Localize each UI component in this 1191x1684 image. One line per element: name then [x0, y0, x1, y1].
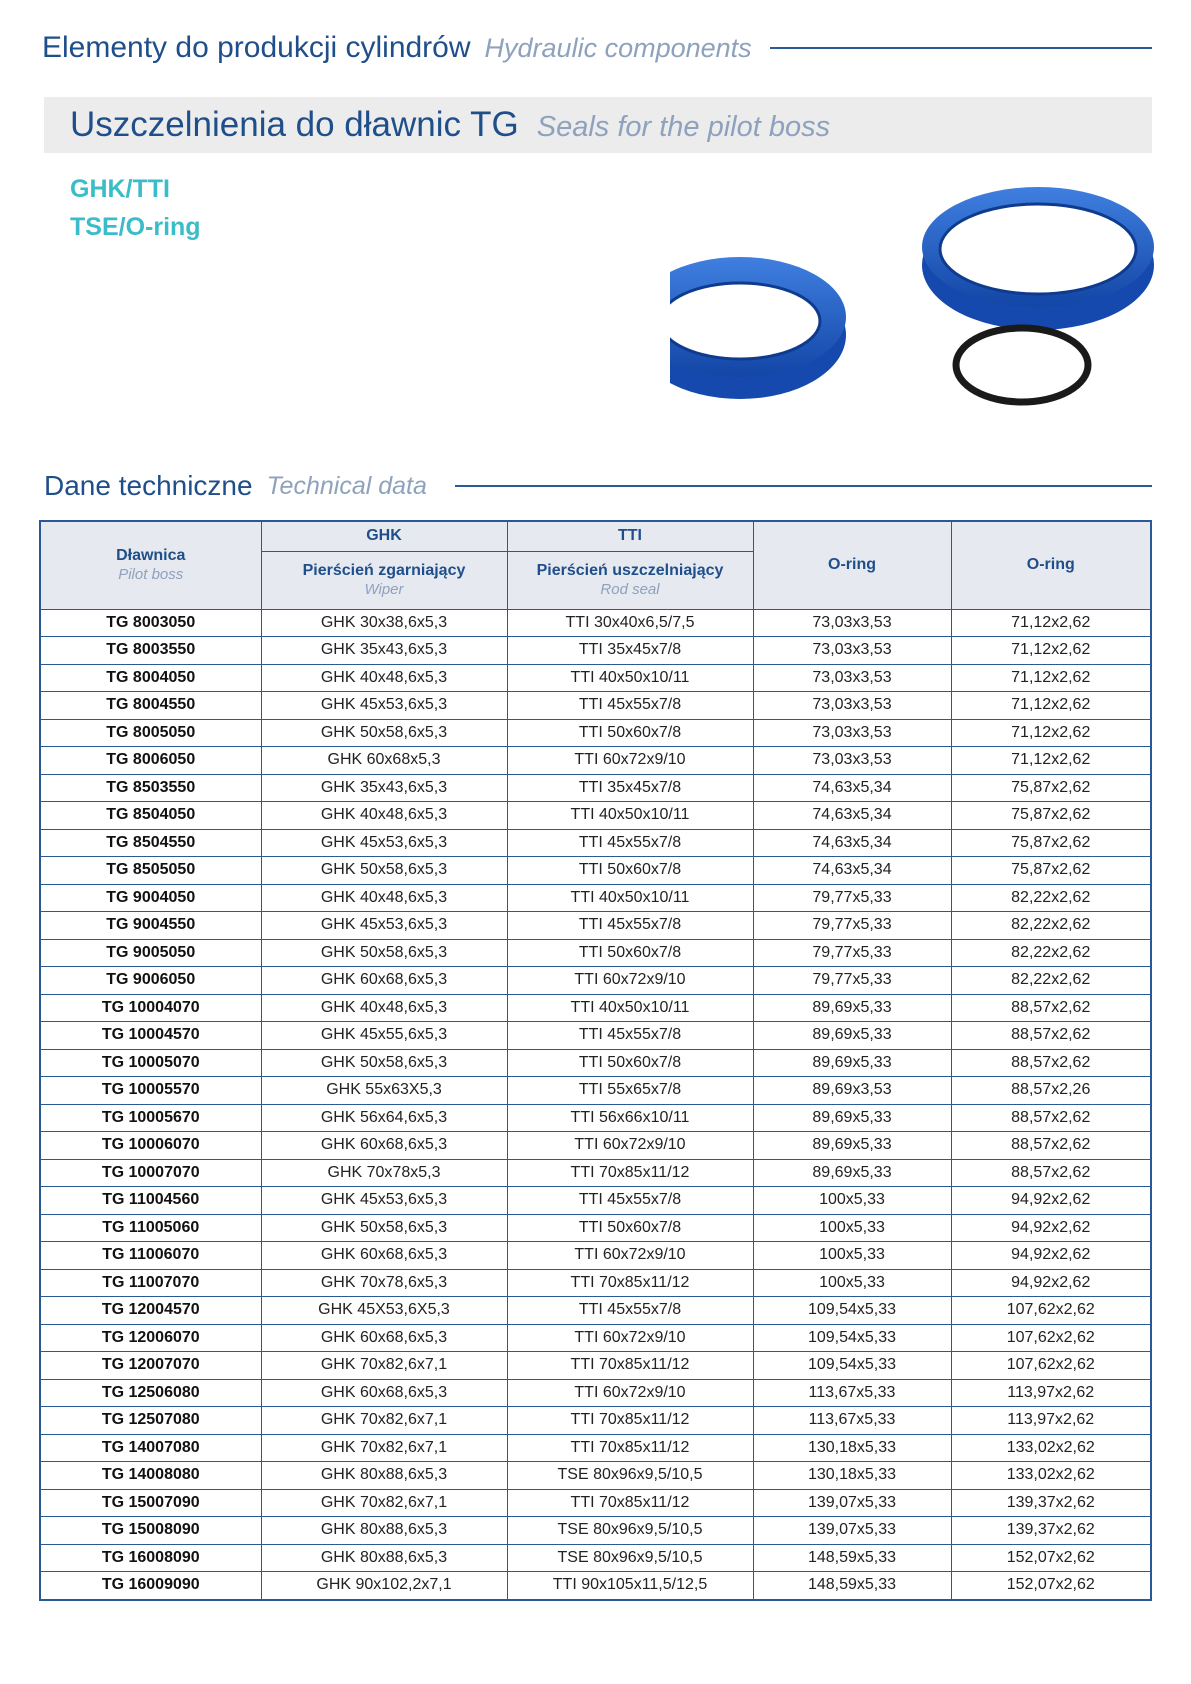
cell-oring1: 89,69x5,33: [753, 1022, 951, 1050]
cell-oring2: 107,62x2,62: [951, 1324, 1151, 1352]
cell-wiper: GHK 90x102,2x7,1: [261, 1572, 507, 1600]
cell-oring2: 133,02x2,62: [951, 1434, 1151, 1462]
table-row: [40, 719, 1151, 747]
cell-rod-seal: TTI 60x72x9/10: [507, 967, 753, 995]
cell-oring1: 73,03x3,53: [753, 719, 951, 747]
col-oring2-header: O-ring: [951, 521, 1151, 609]
o-ring-icon: [956, 328, 1088, 402]
table-row: [40, 967, 1151, 995]
cell-oring1: 100x5,33: [753, 1214, 951, 1242]
cell-oring2: 88,57x2,62: [951, 1132, 1151, 1160]
cell-wiper: GHK 70x78,6x5,3: [261, 1269, 507, 1297]
cell-wiper: GHK 80x88,6x5,3: [261, 1517, 507, 1545]
cell-rod-seal: TTI 45x55x7/8: [507, 1022, 753, 1050]
cell-oring2: 82,22x2,62: [951, 967, 1151, 995]
table-row: [40, 994, 1151, 1022]
cell-oring1: 74,63x5,34: [753, 857, 951, 885]
cell-pilot-boss: TG 10005570: [40, 1077, 261, 1105]
cell-wiper: GHK 35x43,6x5,3: [261, 774, 507, 802]
page-title-en: Hydraulic components: [484, 32, 752, 63]
tech-data-title: Dane techniczne: [44, 470, 253, 501]
cell-pilot-boss: TG 12004570: [40, 1297, 261, 1325]
section-title-bar: [44, 97, 1152, 153]
cell-rod-seal: TTI 70x85x11/12: [507, 1407, 753, 1435]
cell-rod-seal: TTI 60x72x9/10: [507, 1242, 753, 1270]
cell-wiper: GHK 80x88,6x5,3: [261, 1462, 507, 1490]
col-rod-seal-header: [507, 551, 753, 609]
cell-oring1: 100x5,33: [753, 1269, 951, 1297]
cell-wiper: GHK 50x58,6x5,3: [261, 719, 507, 747]
table-row: [40, 1077, 1151, 1105]
cell-rod-seal: TTI 55x65x7/8: [507, 1077, 753, 1105]
col-pilot-boss-header: [40, 521, 261, 609]
cell-rod-seal: TTI 60x72x9/10: [507, 747, 753, 775]
cell-oring2: 71,12x2,62: [951, 747, 1151, 775]
cell-pilot-boss: TG 16009090: [40, 1572, 261, 1600]
cell-oring2: 71,12x2,62: [951, 664, 1151, 692]
col-ghk-group-header: GHK: [261, 521, 507, 551]
cell-oring2: 75,87x2,62: [951, 774, 1151, 802]
section-title-en: Seals for the pilot boss: [536, 110, 831, 143]
table-row: [40, 1022, 1151, 1050]
col-wiper-label: Pierścień zgarniający: [302, 561, 466, 579]
cell-rod-seal: TTI 90x105x11,5/12,5: [507, 1572, 753, 1600]
cell-wiper: GHK 45X53,6X5,3: [261, 1297, 507, 1325]
cell-wiper: GHK 55x63X5,3: [261, 1077, 507, 1105]
cell-oring2: 71,12x2,62: [951, 637, 1151, 665]
cell-oring2: 94,92x2,62: [951, 1214, 1151, 1242]
cell-oring1: 89,69x3,53: [753, 1077, 951, 1105]
cell-oring2: 94,92x2,62: [951, 1242, 1151, 1270]
cell-rod-seal: TTI 50x60x7/8: [507, 939, 753, 967]
cell-wiper: GHK 50x58,6x5,3: [261, 939, 507, 967]
cell-oring2: 94,92x2,62: [951, 1269, 1151, 1297]
tech-divider: [455, 485, 1152, 487]
cell-oring1: 73,03x3,53: [753, 637, 951, 665]
cell-oring1: 89,69x5,33: [753, 1104, 951, 1132]
cell-oring2: 113,97x2,62: [951, 1379, 1151, 1407]
cell-oring2: 82,22x2,62: [951, 939, 1151, 967]
seal-product-image: [670, 185, 1170, 445]
table-row: [40, 1379, 1151, 1407]
cell-pilot-boss: TG 8003550: [40, 637, 261, 665]
cell-rod-seal: TTI 40x50x10/11: [507, 664, 753, 692]
cell-pilot-boss: TG 10006070: [40, 1132, 261, 1160]
cell-pilot-boss: TG 12507080: [40, 1407, 261, 1435]
cell-pilot-boss: TG 11005060: [40, 1214, 261, 1242]
cell-oring1: 139,07x5,33: [753, 1517, 951, 1545]
cell-pilot-boss: TG 8006050: [40, 747, 261, 775]
cell-pilot-boss: TG 11004560: [40, 1187, 261, 1215]
table-row: [40, 664, 1151, 692]
cell-oring2: 107,62x2,62: [951, 1297, 1151, 1325]
table-row: [40, 609, 1151, 637]
cell-oring1: 148,59x5,33: [753, 1544, 951, 1572]
cell-wiper: GHK 45x53,6x5,3: [261, 1187, 507, 1215]
cell-oring1: 74,63x5,34: [753, 774, 951, 802]
cell-oring1: 100x5,33: [753, 1187, 951, 1215]
cell-oring2: 152,07x2,62: [951, 1572, 1151, 1600]
cell-oring1: 109,54x5,33: [753, 1352, 951, 1380]
cell-oring2: 107,62x2,62: [951, 1352, 1151, 1380]
cell-wiper: GHK 60x68,6x5,3: [261, 1132, 507, 1160]
cell-rod-seal: TTI 30x40x6,5/7,5: [507, 609, 753, 637]
cell-pilot-boss: TG 10005670: [40, 1104, 261, 1132]
cell-rod-seal: TTI 60x72x9/10: [507, 1132, 753, 1160]
cell-oring2: 133,02x2,62: [951, 1462, 1151, 1490]
rod-seal-ring-icon: [670, 257, 846, 399]
cell-wiper: GHK 70x82,6x7,1: [261, 1434, 507, 1462]
cell-oring1: 79,77x5,33: [753, 884, 951, 912]
cell-wiper: GHK 45x53,6x5,3: [261, 829, 507, 857]
cell-pilot-boss: TG 10004070: [40, 994, 261, 1022]
cell-wiper: GHK 70x82,6x7,1: [261, 1489, 507, 1517]
table-row: [40, 1489, 1151, 1517]
cell-oring1: 148,59x5,33: [753, 1572, 951, 1600]
cell-wiper: GHK 50x58,6x5,3: [261, 1049, 507, 1077]
table-row: [40, 774, 1151, 802]
cell-oring1: 89,69x5,33: [753, 1132, 951, 1160]
table-row: [40, 747, 1151, 775]
cell-oring2: 88,57x2,62: [951, 1022, 1151, 1050]
cell-rod-seal: TSE 80x96x9,5/10,5: [507, 1544, 753, 1572]
cell-wiper: GHK 70x82,6x7,1: [261, 1352, 507, 1380]
cell-rod-seal: TTI 50x60x7/8: [507, 1214, 753, 1242]
cell-wiper: GHK 30x38,6x5,3: [261, 609, 507, 637]
cell-rod-seal: TTI 56x66x10/11: [507, 1104, 753, 1132]
cell-pilot-boss: TG 9004050: [40, 884, 261, 912]
col-pilot-boss-label: Dławnica: [116, 546, 186, 564]
cell-oring2: 88,57x2,62: [951, 994, 1151, 1022]
cell-oring1: 74,63x5,34: [753, 829, 951, 857]
cell-oring1: 130,18x5,33: [753, 1462, 951, 1490]
table-row: [40, 1214, 1151, 1242]
cell-pilot-boss: TG 9005050: [40, 939, 261, 967]
cell-oring1: 113,67x5,33: [753, 1407, 951, 1435]
cell-wiper: GHK 50x58,6x5,3: [261, 1214, 507, 1242]
table-row: [40, 1297, 1151, 1325]
cell-oring1: 109,54x5,33: [753, 1297, 951, 1325]
col-pilot-boss-label-en: Pilot boss: [118, 565, 184, 583]
cell-pilot-boss: TG 8004550: [40, 692, 261, 720]
cell-rod-seal: TTI 45x55x7/8: [507, 1187, 753, 1215]
cell-pilot-boss: TG 10007070: [40, 1159, 261, 1187]
col-rod-seal-label-en: Rod seal: [600, 580, 660, 598]
cell-rod-seal: TTI 45x55x7/8: [507, 692, 753, 720]
cell-oring1: 79,77x5,33: [753, 912, 951, 940]
cell-oring1: 74,63x5,34: [753, 802, 951, 830]
cell-oring2: 71,12x2,62: [951, 609, 1151, 637]
table-row: [40, 1104, 1151, 1132]
cell-wiper: GHK 40x48,6x5,3: [261, 884, 507, 912]
cell-rod-seal: TTI 70x85x11/12: [507, 1159, 753, 1187]
cell-rod-seal: TTI 35x45x7/8: [507, 774, 753, 802]
cell-rod-seal: TTI 60x72x9/10: [507, 1379, 753, 1407]
cell-pilot-boss: TG 8505050: [40, 857, 261, 885]
cell-oring1: 139,07x5,33: [753, 1489, 951, 1517]
cell-oring2: 71,12x2,62: [951, 719, 1151, 747]
cell-rod-seal: TSE 80x96x9,5/10,5: [507, 1517, 753, 1545]
cell-wiper: GHK 60x68,6x5,3: [261, 1324, 507, 1352]
table-row: [40, 1187, 1151, 1215]
cell-wiper: GHK 35x43,6x5,3: [261, 637, 507, 665]
cell-pilot-boss: TG 9004550: [40, 912, 261, 940]
table-row: [40, 884, 1151, 912]
cell-wiper: GHK 45x53,6x5,3: [261, 692, 507, 720]
cell-oring1: 73,03x3,53: [753, 692, 951, 720]
tech-data-title-en: Technical data: [266, 471, 427, 500]
table-row: [40, 1269, 1151, 1297]
cell-pilot-boss: TG 14007080: [40, 1434, 261, 1462]
cell-oring1: 113,67x5,33: [753, 1379, 951, 1407]
cell-oring2: 152,07x2,62: [951, 1544, 1151, 1572]
cell-oring2: 94,92x2,62: [951, 1187, 1151, 1215]
cell-rod-seal: TTI 70x85x11/12: [507, 1352, 753, 1380]
table-row: [40, 1407, 1151, 1435]
table-row: [40, 857, 1151, 885]
cell-rod-seal: TTI 50x60x7/8: [507, 719, 753, 747]
cell-wiper: GHK 50x58,6x5,3: [261, 857, 507, 885]
cell-wiper: GHK 60x68,6x5,3: [261, 967, 507, 995]
cell-rod-seal: TSE 80x96x9,5/10,5: [507, 1462, 753, 1490]
cell-pilot-boss: TG 10005070: [40, 1049, 261, 1077]
cell-wiper: GHK 80x88,6x5,3: [261, 1544, 507, 1572]
cell-oring2: 82,22x2,62: [951, 912, 1151, 940]
product-code-2: TSE/O-ring: [70, 213, 201, 241]
table-row: [40, 637, 1151, 665]
col-tti-group-header: TTI: [507, 521, 753, 551]
table-row: [40, 939, 1151, 967]
cell-wiper: GHK 56x64,6x5,3: [261, 1104, 507, 1132]
cell-oring2: 88,57x2,26: [951, 1077, 1151, 1105]
cell-oring1: 79,77x5,33: [753, 939, 951, 967]
cell-oring2: 88,57x2,62: [951, 1104, 1151, 1132]
col-oring1-header: O-ring: [753, 521, 951, 609]
cell-pilot-boss: TG 14008080: [40, 1462, 261, 1490]
cell-wiper: GHK 60x68,6x5,3: [261, 1379, 507, 1407]
cell-oring2: 75,87x2,62: [951, 802, 1151, 830]
cell-oring1: 109,54x5,33: [753, 1324, 951, 1352]
cell-rod-seal: TTI 45x55x7/8: [507, 912, 753, 940]
cell-pilot-boss: TG 8503550: [40, 774, 261, 802]
table-row: [40, 1434, 1151, 1462]
technical-data-table: [39, 520, 1152, 1601]
col-wiper-label-en: Wiper: [364, 580, 404, 598]
cell-wiper: GHK 45x53,6x5,3: [261, 912, 507, 940]
cell-rod-seal: TTI 50x60x7/8: [507, 1049, 753, 1077]
cell-oring1: 89,69x5,33: [753, 994, 951, 1022]
cell-rod-seal: TTI 45x55x7/8: [507, 1297, 753, 1325]
cell-oring2: 139,37x2,62: [951, 1489, 1151, 1517]
cell-oring2: 88,57x2,62: [951, 1159, 1151, 1187]
table-row: [40, 1324, 1151, 1352]
cell-pilot-boss: TG 12007070: [40, 1352, 261, 1380]
table-row: [40, 1572, 1151, 1600]
cell-oring1: 73,03x3,53: [753, 747, 951, 775]
wiper-ring-icon: [922, 187, 1154, 330]
cell-pilot-boss: TG 11006070: [40, 1242, 261, 1270]
cell-oring1: 89,69x5,33: [753, 1159, 951, 1187]
cell-pilot-boss: TG 12006070: [40, 1324, 261, 1352]
table-row: [40, 1049, 1151, 1077]
cell-oring2: 88,57x2,62: [951, 1049, 1151, 1077]
cell-wiper: GHK 60x68x5,3: [261, 747, 507, 775]
table-row: [40, 912, 1151, 940]
cell-pilot-boss: TG 8504550: [40, 829, 261, 857]
col-wiper-header: [261, 551, 507, 609]
cell-wiper: GHK 70x78x5,3: [261, 1159, 507, 1187]
cell-pilot-boss: TG 16008090: [40, 1544, 261, 1572]
cell-pilot-boss: TG 11007070: [40, 1269, 261, 1297]
table-row: [40, 692, 1151, 720]
table-row: [40, 802, 1151, 830]
cell-pilot-boss: TG 8003050: [40, 609, 261, 637]
tech-data-header: [44, 466, 1152, 506]
cell-rod-seal: TTI 50x60x7/8: [507, 857, 753, 885]
table-row: [40, 1544, 1151, 1572]
page-title: Elementy do produkcji cylindrów: [42, 31, 471, 64]
header-divider: [770, 47, 1152, 49]
cell-wiper: GHK 40x48,6x5,3: [261, 664, 507, 692]
product-codes: [70, 170, 201, 246]
table-row: [40, 1132, 1151, 1160]
cell-rod-seal: TTI 45x55x7/8: [507, 829, 753, 857]
cell-oring2: 82,22x2,62: [951, 884, 1151, 912]
cell-oring1: 130,18x5,33: [753, 1434, 951, 1462]
cell-pilot-boss: TG 9006050: [40, 967, 261, 995]
section-title: Uszczelnienia do dławnic TG: [70, 105, 519, 144]
col-rod-seal-label: Pierścień uszczelniający: [536, 561, 724, 579]
table-row: [40, 1462, 1151, 1490]
cell-rod-seal: TTI 40x50x10/11: [507, 884, 753, 912]
table-row: [40, 1159, 1151, 1187]
cell-oring2: 71,12x2,62: [951, 692, 1151, 720]
cell-pilot-boss: TG 10004570: [40, 1022, 261, 1050]
cell-pilot-boss: TG 15008090: [40, 1517, 261, 1545]
cell-wiper: GHK 70x82,6x7,1: [261, 1407, 507, 1435]
cell-wiper: GHK 60x68,6x5,3: [261, 1242, 507, 1270]
cell-rod-seal: TTI 70x85x11/12: [507, 1489, 753, 1517]
cell-wiper: GHK 40x48,6x5,3: [261, 994, 507, 1022]
cell-rod-seal: TTI 40x50x10/11: [507, 802, 753, 830]
cell-oring2: 75,87x2,62: [951, 829, 1151, 857]
cell-pilot-boss: TG 12506080: [40, 1379, 261, 1407]
cell-pilot-boss: TG 8005050: [40, 719, 261, 747]
cell-oring1: 73,03x3,53: [753, 609, 951, 637]
product-code-1: GHK/TTI: [70, 175, 170, 203]
cell-pilot-boss: TG 8504050: [40, 802, 261, 830]
cell-oring1: 73,03x3,53: [753, 664, 951, 692]
cell-oring2: 75,87x2,62: [951, 857, 1151, 885]
cell-wiper: GHK 40x48,6x5,3: [261, 802, 507, 830]
cell-oring2: 113,97x2,62: [951, 1407, 1151, 1435]
table-row: [40, 1517, 1151, 1545]
table-row: [40, 1352, 1151, 1380]
cell-oring1: 89,69x5,33: [753, 1049, 951, 1077]
table-row: [40, 1242, 1151, 1270]
table-row: [40, 829, 1151, 857]
cell-rod-seal: TTI 60x72x9/10: [507, 1324, 753, 1352]
cell-pilot-boss: TG 15007090: [40, 1489, 261, 1517]
cell-oring1: 100x5,33: [753, 1242, 951, 1270]
cell-rod-seal: TTI 70x85x11/12: [507, 1434, 753, 1462]
cell-rod-seal: TTI 35x45x7/8: [507, 637, 753, 665]
cell-pilot-boss: TG 8004050: [40, 664, 261, 692]
cell-oring2: 139,37x2,62: [951, 1517, 1151, 1545]
cell-wiper: GHK 45x55,6x5,3: [261, 1022, 507, 1050]
page-header: [42, 24, 1152, 72]
cell-rod-seal: TTI 40x50x10/11: [507, 994, 753, 1022]
cell-oring1: 79,77x5,33: [753, 967, 951, 995]
cell-rod-seal: TTI 70x85x11/12: [507, 1269, 753, 1297]
